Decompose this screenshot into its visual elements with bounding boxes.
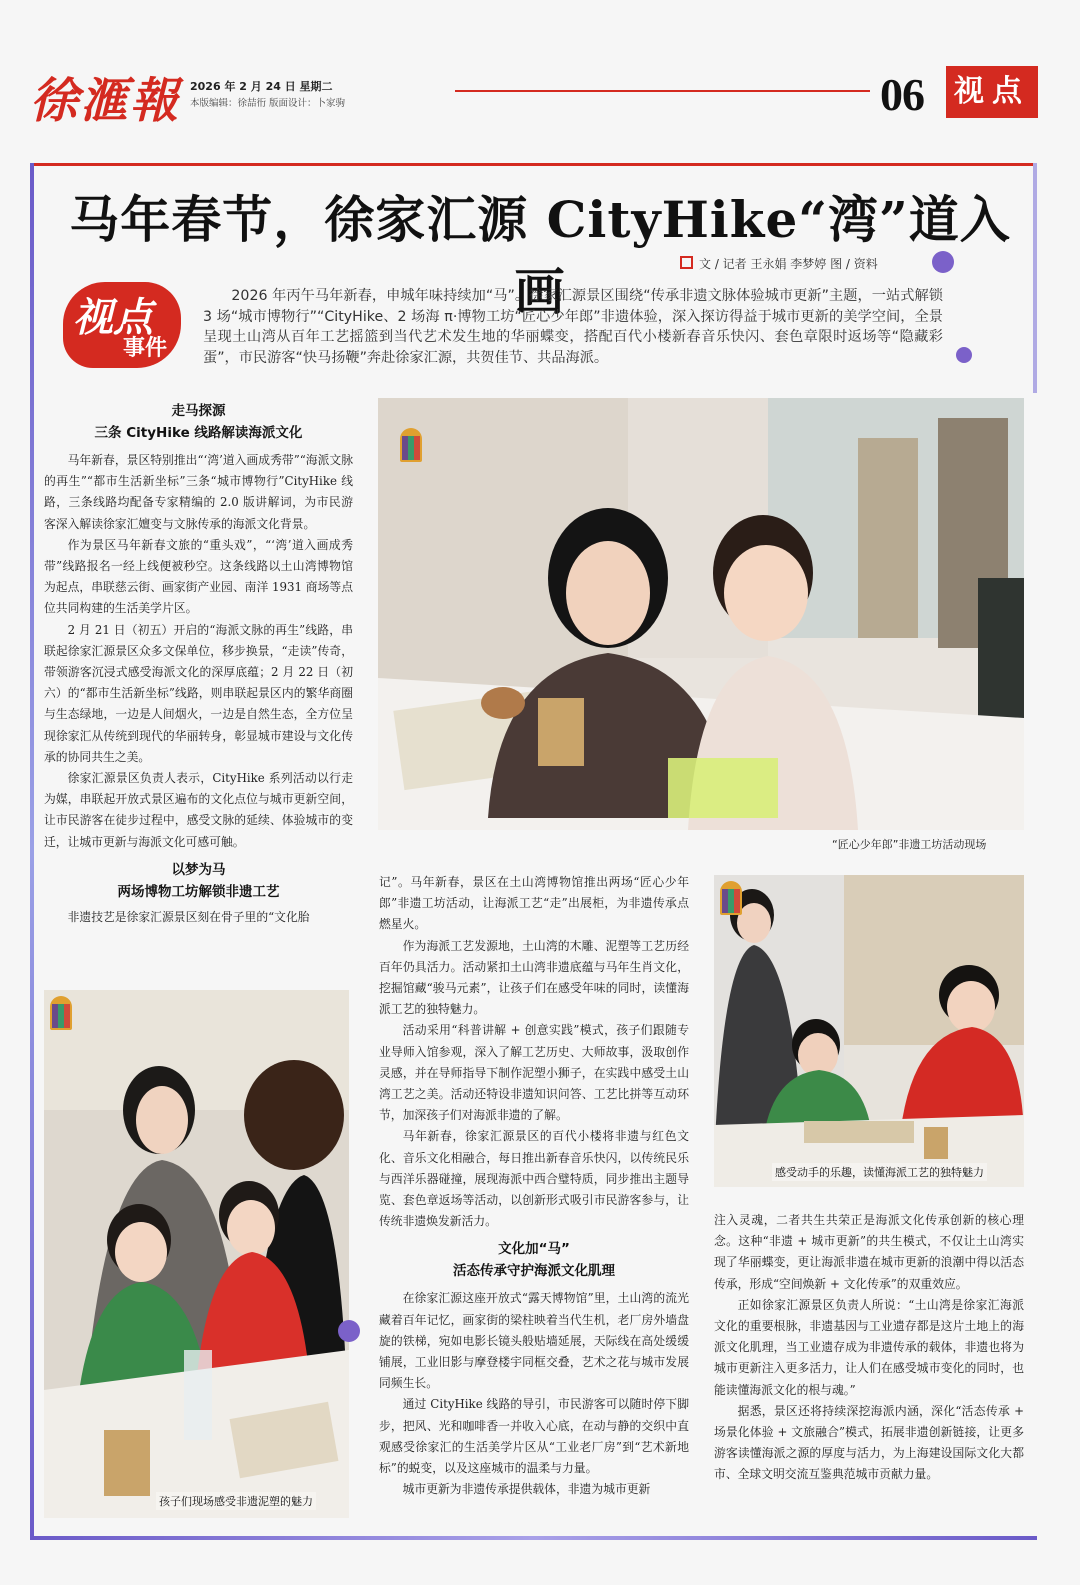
paragraph: 2 月 21 日（初五）开启的“海派文脉的再生”线路，串联起徐家汇源景区众多文保单位，移步换景，“走读”传奇，带领游客沉浸式感受海派文化的深厚底蕴；2 月 22 日（初六）的“都市生活新坐标”线路，则串联起景区内的繁华商圈与生态绿地，一边是人间烟火，一边是自然生态，全方位呈现徐家汇从传统到现代的华丽转身，彰显城市建设与文化传承的协同共生之美。 <box>44 622 353 764</box>
paragraph: 马年新春，徐家汇源景区的百代小楼将非遗与红色文化、音乐文化相融合，每日推出新春音乐快闪，以传统民乐与西洋乐器碰撞，展现海派中西合璧特质，同步推出主题导览、套色章返场等活动，以创新形式吸引市民游客参与，让传统非遗焕发新活力。 <box>379 1129 689 1229</box>
main-photo <box>378 398 1024 830</box>
paragraph: 据悉，景区还将持续深挖海派内涵，深化“活态传承 + 场景化体验 + 文旅融合”模式，拓展非遗创新链接，让更多游客读懂海派之源的厚度与活力，为上海建设国际文化大都市、全球文明交流互鉴典范城市贡献力量。 <box>714 1403 1024 1482</box>
paragraph: 注入灵魂，二者共生共荣正是海派文化传承创新的核心理念。这种“非遗 + 城市更新”的共生模式，不仅让土山湾实现了华丽蝶变，更让海派非遗在城市更新的浪潮中得以活态传承，形成“空间焕新 + 文化传承”的双重效应。 <box>714 1213 1024 1291</box>
venue-logo-icon <box>50 996 72 1030</box>
venue-logo-icon <box>400 428 422 462</box>
paragraph: 活动采用“科普讲解 + 创意实践”模式，孩子们跟随专业导师入馆参观，深入了解工艺历史、大师故事，汲取创作灵感，并在导师指导下制作泥塑小狮子，在实践中感受土山湾工艺之美。活动还特设非遗知识问答、工艺比拼等互动环节，加深孩子们对海派非遗的了解。 <box>379 1023 689 1123</box>
subheading-3-line-2: 活态传承守护海派文化肌理 <box>453 1263 615 1280</box>
section-stamp <box>63 282 181 368</box>
article-byline <box>680 255 878 272</box>
newspaper-logo: 徐滙報 <box>30 73 181 129</box>
stamp-top-text: 视点 <box>73 294 153 341</box>
paragraph: 记”。马年新春，景区在土山湾博物馆推出两场“匠心少年郎”非遗工坊活动，让海派工艺“走”出展柜，为非遗传承点燃星火。 <box>379 875 689 932</box>
right-photo <box>714 875 1024 1187</box>
subheading-3-line-1: 文化加“马” <box>498 1241 570 1258</box>
stamp-bottom-text: 事件 <box>122 335 167 361</box>
subheading-1-line-1: 走马探源 <box>171 403 226 419</box>
main-photo-illustration <box>378 398 1024 830</box>
issue-date: 2026 年 2 月 24 日 星期二 <box>190 80 333 93</box>
byline-text: 文 / 记者 王永娟 李梦婷 图 / 资料 <box>699 257 878 271</box>
venue-logo-icon <box>720 881 742 915</box>
byline-square-icon <box>680 256 693 269</box>
decorative-dot <box>956 347 972 363</box>
main-photo-caption: “匠心少年郎”非遗工坊活动现场 <box>832 838 987 851</box>
subheading-2-line-1: 以梦为马 <box>171 861 226 878</box>
paragraph: 在徐家汇源这座开放式“露天博物馆”里，土山湾的流光藏着百年记忆，画家街的梁柱映着当代生机，老厂房外墙盘旋的铁梯，宛如电影长镜头般贴墙延展，天际线在高处缓缓铺展，工业旧影与摩登楼宇同框交叠，艺术之花与城市发展同频生长。 <box>379 1291 689 1391</box>
paragraph: 通过 CityHike 线路的导引，市民游客可以随时停下脚步，把风、光和咖啡香一并收入心底，在动与静的交织中直观感受徐家汇的生活美学片区从“工业老厂房”到“艺术新地标”的蜕变，以及这座城市的温柔与力量。 <box>379 1397 689 1476</box>
paragraph: 城市更新为非遗传承提供载体，非遗为城市更新 <box>402 1482 651 1497</box>
subheading-3 <box>379 1238 689 1282</box>
right-photo-illustration <box>714 875 1024 1187</box>
left-photo-illustration <box>44 990 349 1518</box>
decorative-dot <box>338 1320 360 1342</box>
editor-credits: 本版编辑：徐喆衎 版面设计：卜家驹 <box>190 98 346 109</box>
frame-left-border <box>30 163 34 1540</box>
left-photo-caption: 孩子们现场感受非遗泥塑的魅力 <box>156 1492 316 1510</box>
subheading-1 <box>44 400 353 444</box>
frame-bottom-border <box>30 1536 1037 1540</box>
column-3 <box>714 1210 1024 1486</box>
section-label: 视点 <box>946 66 1038 118</box>
subheading-2 <box>44 859 353 903</box>
paragraph: 非遗技艺是徐家汇源景区刻在骨子里的“文化胎 <box>67 909 310 924</box>
left-photo <box>44 990 349 1518</box>
page-number: 06 <box>880 69 924 120</box>
column-1 <box>44 400 353 928</box>
masthead-rule <box>455 90 870 92</box>
paragraph: 作为景区马年新春文旅的“重头戏”，“‘湾’道入画成秀带”线路报名一经上线便被秒空。这条线路以土山湾博物馆为起点，串联慈云街、画家街产业园、南洋 1931 商场等点位共同构建的生活美学片区。 <box>44 537 353 616</box>
paragraph: 作为海派工艺发源地，土山湾的木雕、泥塑等工艺历经百年仍具活力。活动紧扣土山湾非遗底蕴与马年生肖文化，挖掘馆藏“骏马元素”，让孩子们在感受年味的同时，读懂海派工艺的独特魅力。 <box>379 938 689 1017</box>
subheading-1-line-2: 三条 CityHike 线路解读海派文化 <box>94 425 303 441</box>
paragraph: 徐家汇源景区负责人表示，CityHike 系列活动以行走为媒，串联起开放式景区遍布的文化点位与城市更新空间，让市民游客在徒步过程中，感受文脉的延续、体验城市的变迁，让城市更新与海派文化可感可触。 <box>44 771 353 849</box>
subheading-2-line-2: 两场博物工坊解锁非遗工艺 <box>117 883 280 900</box>
paragraph: 正如徐家汇源景区负责人所说：“土山湾是徐家汇海派文化的重要根脉，非遗基因与工业遗存都是这片土地上的海派文化肌理，当工业遗存成为非遗传承的载体，非遗也将为城市更新注入更多活力，让人们在感受城市变化的同时，也能读懂海派文化的根与魂。” <box>714 1297 1024 1397</box>
frame-top-border <box>30 163 1037 166</box>
article-headline: 马年春节，徐家汇源 CityHike“湾”道入画 <box>69 190 1011 321</box>
article-lead: 2026 年丙午马年新春，申城年味持续加“马”。徐家汇源景区围绕“传承非遗文脉体验城市更新”主题，一站式解锁 3 场“城市博物行”“CityHike、2 场海 π·博物工坊“匠心少年郎”非遗体验，深入探访得益于城市更新的美学空间，全景呈现土山湾从百年工艺摇篮到当代艺术发生地的华丽蝶变，搭配百代小楼新春音乐快闪、套色章限时返场等“隐藏彩蛋”，市民游客“快马扬鞭”奔赴徐家汇源，共贺佳节、共品海派。 <box>203 288 943 366</box>
right-photo-caption: 感受动手的乐趣，读懂海派工艺的独特魅力 <box>772 1163 987 1181</box>
column-2 <box>379 872 689 1500</box>
paragraph: 马年新春，景区特别推出“‘湾’道入画成秀带”“海派文脉的再生”“都市生活新坐标”三条“城市博物行”CityHike 线路，三条线路均配备专家精编的 2.0 版讲解词，为市民游客深入解读徐家汇嬗变与文脉传承的海派文化背景。 <box>44 453 353 531</box>
